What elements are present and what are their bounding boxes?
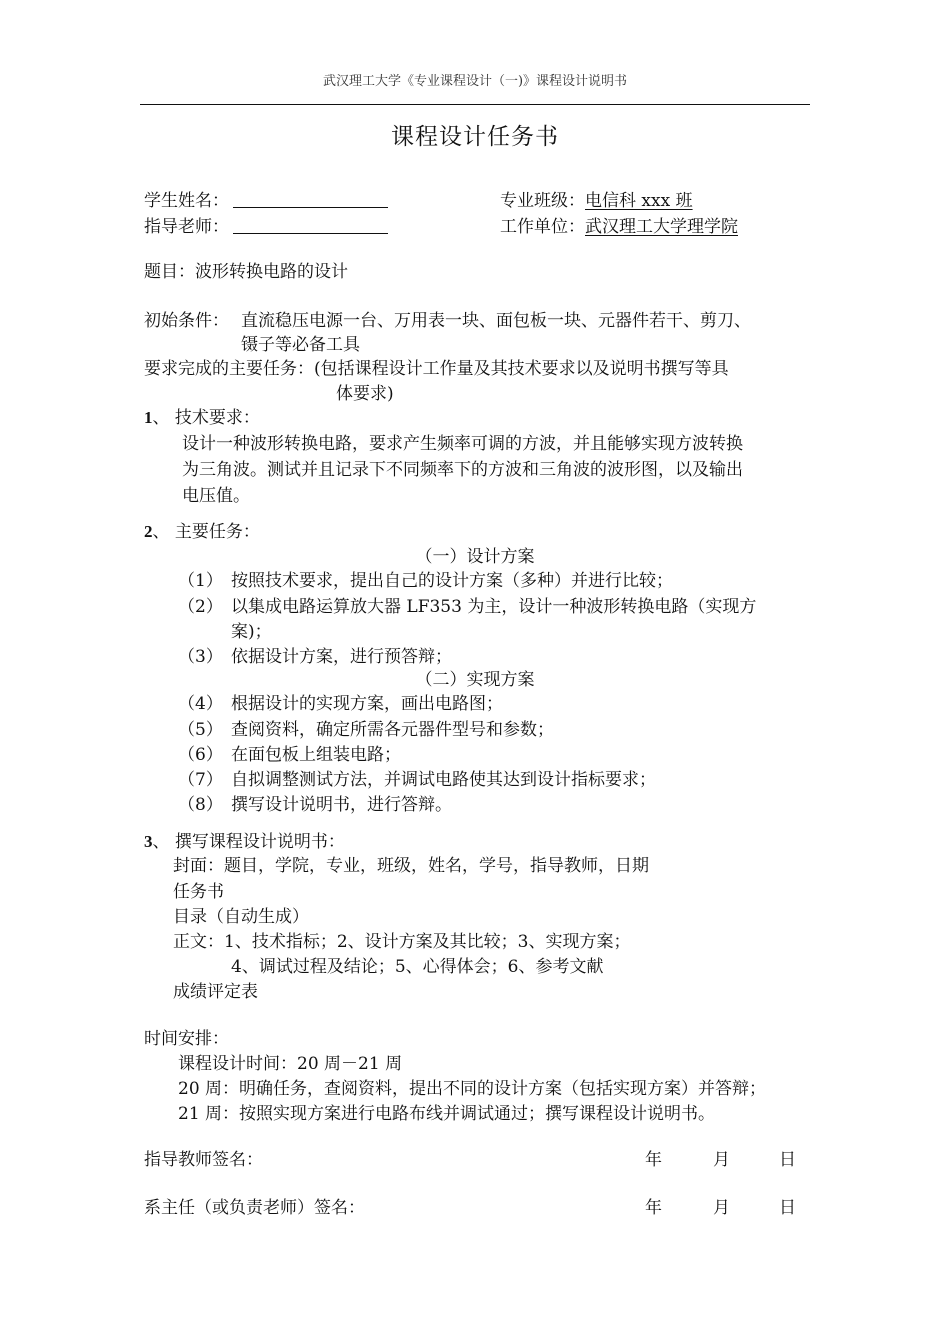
schedule-line: 20 周：明确任务，查阅资料，提出不同的设计方案（包括实现方案）并答辩； (178, 1079, 767, 1099)
section-1-heading (144, 405, 260, 431)
class-label: 专业班级： (500, 191, 585, 211)
section-1-line: 为三角波。测试并且记录下不同频率下的方波和三角波的波形图，以及输出 (182, 460, 743, 480)
advisor-label: 指导老师： (144, 217, 229, 237)
task-item-number: （3） (178, 647, 223, 667)
topic: 题目：波形转换电路的设计 (144, 262, 348, 282)
advisor-sign-day: 日 (779, 1150, 796, 1170)
advisor-sign-month: 月 (713, 1150, 730, 1170)
head-sign-year: 年 (645, 1198, 662, 1218)
unit-value: 武汉理工大学理学院 (585, 217, 738, 237)
task-item-number: （6） (178, 745, 223, 765)
head-sign-day: 日 (779, 1198, 796, 1218)
initial-conditions-line-2: 镊子等必备工具 (241, 335, 360, 355)
header-divider (140, 104, 810, 105)
task-item-number: （5） (178, 720, 223, 740)
student-name-blank (233, 189, 388, 208)
section-2-number: 2 (144, 522, 153, 541)
schedule-label: 时间安排： (144, 1029, 229, 1049)
class-value: 电信科 xxx 班 (585, 191, 693, 211)
task-item-number: （4） (178, 694, 223, 714)
document-title: 课程设计任务书 (391, 124, 559, 150)
implementation-subheading: （二）实现方案 (415, 670, 535, 690)
task-item-text: 根据设计的实现方案，画出电路图； (231, 694, 503, 714)
student-name-row (144, 188, 388, 214)
section-1-number: 1 (144, 408, 153, 427)
department-head-signature-label: 系主任（或负责老师）签名： (144, 1198, 365, 1218)
schedule-line: 课程设计时间：20 周－21 周 (178, 1054, 403, 1074)
unit-row (500, 214, 738, 240)
running-header: 武汉理工大学《专业课程设计（一)》课程设计说明书 (322, 74, 628, 89)
section-3-line: 成绩评定表 (173, 982, 258, 1002)
task-item-text: 自拟调整测试方法，并调试电路使其达到设计指标要求； (231, 770, 656, 790)
section-3-line: 封面：题目，学院，专业，班级，姓名，学号，指导教师，日期 (173, 856, 649, 876)
section-1-title: 、 技术要求： (152, 408, 260, 428)
advisor-row (144, 214, 388, 240)
task-item-text: 撰写设计说明书，进行答辩。 (231, 795, 452, 815)
task-item-number: （2） (178, 597, 223, 617)
task-item-number: （8） (178, 795, 223, 815)
section-3-title: 、 撰写课程设计说明书： (152, 832, 345, 852)
section-2-title: 、 主要任务： (152, 522, 260, 542)
schedule-line: 21 周：按照实现方案进行电路布线并调试通过；撰写课程设计说明书。 (178, 1104, 716, 1124)
task-item-number: （1） (178, 571, 223, 591)
section-1-line: 电压值。 (182, 486, 250, 506)
section-3-line: 正文：1、技术指标；2、设计方案及其比较；3、实现方案； (173, 932, 631, 952)
task-item-text-continued: 案)； (231, 622, 272, 642)
section-2-heading (144, 519, 260, 545)
task-item-number: （7） (178, 770, 223, 790)
task-item-text: 以集成电路运算放大器 LF353 为主，设计一种波形转换电路（实现方 (231, 597, 757, 617)
advisor-blank (233, 215, 388, 234)
section-3-number: 3 (144, 832, 153, 851)
section-3-heading (144, 829, 345, 855)
section-3-line: 4、调试过程及结论；5、心得体会；6、参考文献 (231, 957, 604, 977)
requirements-line-1: 要求完成的主要任务：(包括课程设计工作量及其技术要求以及说明书撰写等具 (144, 359, 729, 379)
section-3-line: 目录（自动生成） (173, 907, 309, 927)
advisor-signature-label: 指导教师签名： (144, 1150, 263, 1170)
section-3-line: 任务书 (173, 882, 224, 902)
unit-label: 工作单位： (500, 217, 585, 237)
initial-conditions-line-1: 直流稳压电源一台、万用表一块、面包板一块、元器件若干、剪刀、 (241, 311, 751, 331)
advisor-sign-year: 年 (645, 1150, 662, 1170)
class-row (500, 188, 693, 214)
task-item-text: 在面包板上组装电路； (231, 745, 401, 765)
task-item-text: 查阅资料，确定所需各元器件型号和参数； (231, 720, 554, 740)
design-plan-subheading: （一）设计方案 (415, 547, 535, 567)
task-item-text: 按照技术要求，提出自己的设计方案（多种）并进行比较； (231, 571, 673, 591)
head-sign-month: 月 (713, 1198, 730, 1218)
section-1-line: 设计一种波形转换电路，要求产生频率可调的方波，并且能够实现方波转换 (182, 434, 743, 454)
initial-conditions-label: 初始条件： (144, 311, 229, 331)
requirements-line-2: 体要求) (336, 384, 394, 404)
student-name-label: 学生姓名： (144, 191, 229, 211)
task-item-text: 依据设计方案，进行预答辩； (231, 647, 452, 667)
